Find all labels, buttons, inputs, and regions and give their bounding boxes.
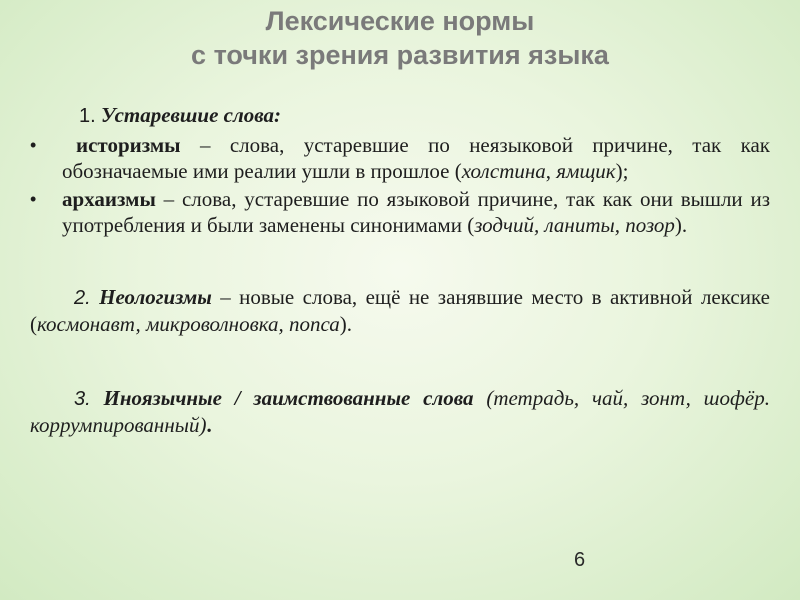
examples-borrowed-words: (тетрадь, чай, зонт, шофёр. коррумпированный)	[30, 386, 770, 437]
section-3-number: 3.	[74, 388, 91, 410]
term-neologisms: Неологизмы	[90, 285, 212, 309]
section-2-number: 2.	[74, 287, 91, 309]
examples-archaisms: зодчий, ланиты, позор	[474, 213, 675, 237]
example-separator: ,	[545, 159, 557, 183]
term-archaisms: архаизмы	[62, 187, 156, 211]
obsolete-words-list	[0, 132, 800, 238]
term-borrowed-words: Иноязычные / заимствованные слова	[90, 386, 474, 410]
bullet-marker: •	[30, 135, 37, 155]
definition-end: ).	[339, 312, 353, 336]
examples-neologisms: космонавт, микроволновка, попса	[37, 312, 340, 336]
definition-end: ).	[674, 213, 688, 237]
list-item-archaisms	[0, 186, 800, 238]
example-historisms-2: ямщик	[556, 159, 616, 183]
definition-historisms: – слова, устаревшие по неязыковой причине, так как обозначаемые ими реалии ушли в прошлое (	[62, 133, 770, 183]
section-1-number: 1.	[79, 105, 96, 127]
section-2-neologisms	[30, 284, 770, 337]
definition-neologisms: – новые слова, ещё не занявшие место в активной лексике (	[30, 285, 770, 336]
slide-title	[0, 4, 800, 72]
definition-end: .	[206, 413, 212, 437]
bullet-marker: •	[30, 189, 37, 209]
section-3-borrowed-words	[30, 385, 770, 438]
example-historisms-1: холстина	[461, 159, 546, 183]
definition-end: );	[615, 159, 629, 183]
definition-archaisms: – слова, устаревшие по языковой причине, так как они вышли из употребления и были заменены синонимами (	[62, 187, 770, 237]
list-item-historisms	[0, 132, 800, 184]
title-line-2: с точки зрения развития языка	[191, 40, 609, 70]
section-1-heading	[79, 102, 679, 129]
section-1-label: Устаревшие слова:	[100, 103, 281, 127]
term-historisms: историзмы	[76, 133, 181, 157]
title-line-1: Лексические нормы	[265, 6, 535, 36]
page-number: 6	[574, 549, 586, 571]
